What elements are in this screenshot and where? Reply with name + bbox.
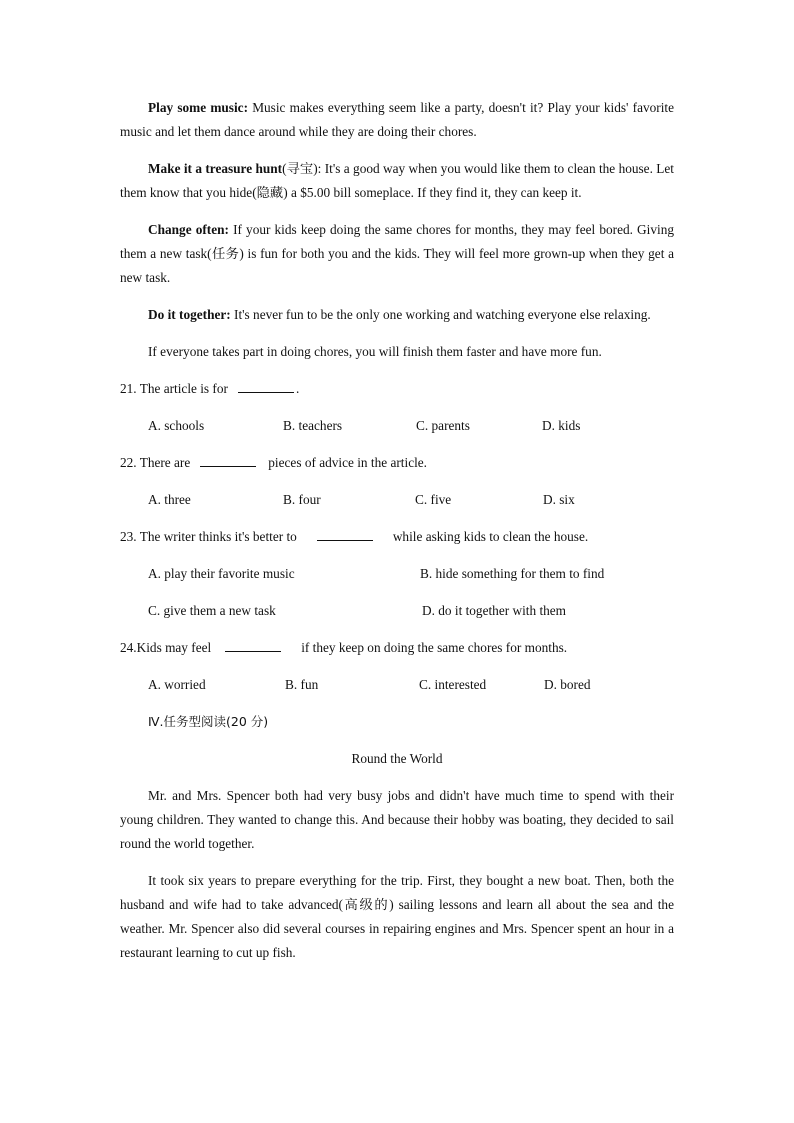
tip-paragraph [120,218,674,290]
options-22 [120,488,674,512]
question-stem: 23. The writer thinks it's better to [120,529,297,544]
option-d: D. bored [544,677,591,692]
tip-paragraph [120,303,674,327]
question-stem-end: . [295,381,300,396]
options-23-row1 [120,562,674,586]
options-23-row2 [120,599,674,623]
answer-blank [225,637,281,652]
question-stem-end: if they keep on doing the same chores for months. [301,640,568,655]
question-23 [120,525,674,549]
option-a: A. three [148,492,191,507]
tip-paragraph [120,157,674,205]
option-b: B. fun [285,677,319,692]
option-a: A. play their favorite music [148,566,295,581]
tip-heading: Do it together: [148,307,231,322]
question-stem-end: while asking kids to clean the house. [392,529,589,544]
tip-text: Music makes everything seem like a party, doesn't it? Play your kids' favorite music and let them dance around while they are doing their chores. [120,100,674,139]
tip-text: It's never fun to be the only one working and watching everyone else relaxing. [230,307,651,322]
answer-blank [200,452,256,467]
question-24 [120,636,674,660]
question-22 [120,451,674,475]
tip-text: If your kids keep doing the same chores for months, they may feel bored. Giving them a new task(任务) is fun for both you and the kids. They will feel more grown-up when they get a new task. [120,222,674,285]
section-heading: Ⅳ.任务型阅读(20 分) [148,714,269,729]
option-b: B. four [283,492,321,507]
question-stem: 21. The article is for [120,381,228,396]
option-d: D. six [543,492,575,507]
closing-paragraph: If everyone takes part in doing chores, you will finish them faster and have more fun. [148,344,602,359]
tip-heading: Make it a treasure hunt [148,161,283,176]
tip-heading: Play some music: [148,100,248,115]
answer-blank [317,526,373,541]
story-paragraph: It took six years to prepare everything for the trip. First, they bought a new boat. Then, both the husband and wife had to take advanced(高级的) sailing lessons and learn all about the sea and the weather. Mr. Spencer also did several courses in repairing engines and Mrs. Spencer spent an hour in a restaurant learning to cut up fish. [120,873,674,960]
story-paragraph: Mr. and Mrs. Spencer both had very busy jobs and didn't have much time to spend with their young children. They wanted to change this. And because their hobby was boating, they decided to sail round the world together. [120,788,674,851]
option-b: B. hide something for them to find [420,566,605,581]
options-24 [120,673,674,697]
option-a: A. schools [148,418,205,433]
tip-text: (寻宝): It's a good way when you would like them to clean the house. Let them know that you hide(隐藏) a $5.00 bill someplace. If they find it, they can keep it. [120,161,674,200]
option-c: C. give them a new task [148,603,276,618]
option-c: C. interested [419,677,487,692]
tip-heading: Change often: [148,222,229,237]
option-a: A. worried [148,677,206,692]
option-d: D. kids [542,418,581,433]
tip-paragraph [120,96,674,144]
question-stem: 24.Kids may feel [120,640,212,655]
story-title: Round the World [351,751,443,766]
document-page [120,96,674,978]
option-d: D. do it together with them [422,603,567,618]
option-b: B. teachers [283,418,343,433]
question-stem: 22. There are [120,455,191,470]
option-c: C. five [415,492,452,507]
question-stem-end: pieces of advice in the article. [268,455,428,470]
options-21 [120,414,674,438]
answer-blank [238,378,294,393]
question-21 [120,377,674,401]
option-c: C. parents [416,418,470,433]
